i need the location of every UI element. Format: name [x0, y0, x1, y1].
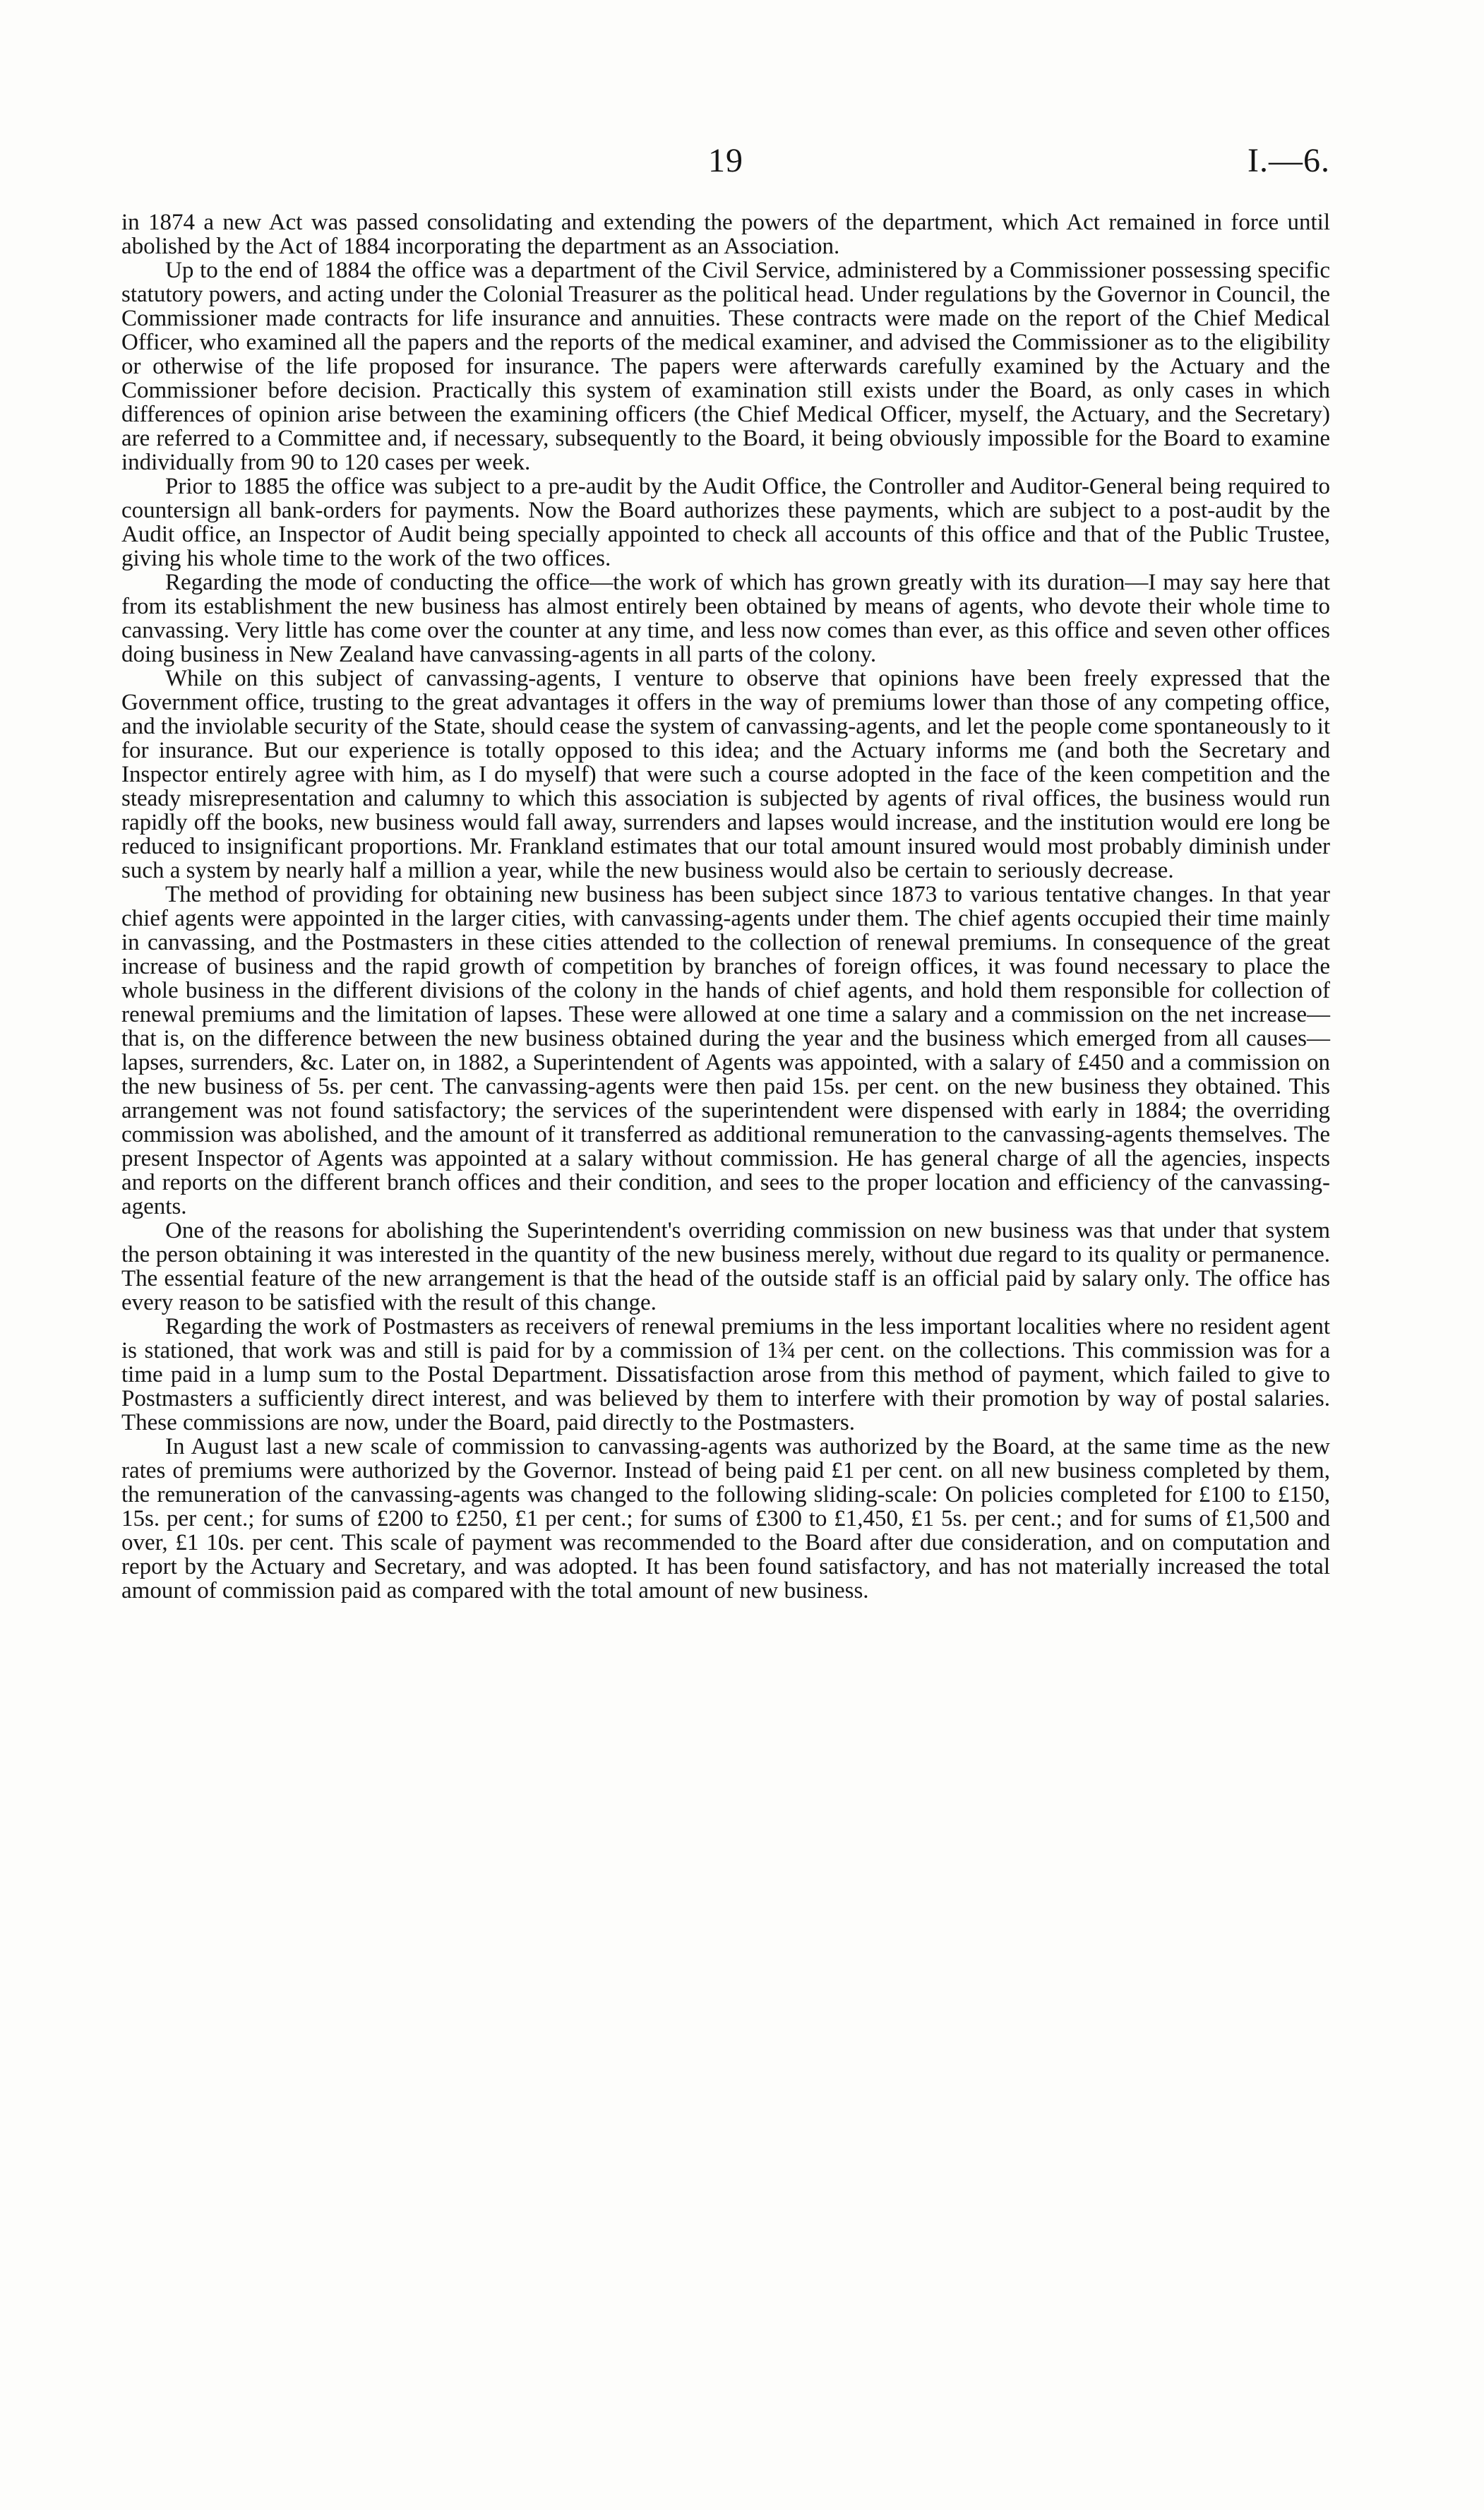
body-text [121, 210, 1330, 1603]
paragraph-postmasters: Regarding the work of Postmasters as receivers of renewal premiums in the less important localities where no resident agent is stationed, that work was and still is paid for by a commission of 1¾ per cent. on the collections. This commission was for a time paid in a lump sum to the Postal Department. Dissatisfaction arose from this method of payment, which failed to give to Postmasters a sufficiently direct interest, and was believed by them to interfere with their promotion by way of postal salaries. These commissions are now, under the Board, paid directly to the Postmasters. [121, 1314, 1330, 1435]
paragraph-office-conduct: Regarding the mode of conducting the office—the work of which has grown greatly with its duration—I may say here that from its establishment the new business has almost entirely been obtained by means of agents, who devote their whole time to canvassing. Very little has come over the counter at any time, and less now comes than ever, as this office and seven other offices doing business in New Zealand have canvassing-agents in all parts of the colony. [121, 570, 1330, 667]
paragraph-new-business-method: The method of providing for obtaining new business has been subject since 1873 to various tentative changes. In that year chief agents were appointed in the larger cities, with canvassing-agents under them. The chief agents occupied their time mainly in canvassing, and the Postmasters in these cities attended to the collection of renewal premiums. In consequence of the great increase of business and the rapid growth of competition by branches of foreign offices, it was found necessary to place the whole business in the different divisions of the colony in the hands of chief agents, and hold them responsible for collection of renewal premiums and the limitation of lapses. These were allowed at one time a salary and a commission on the net increase—that is, on the difference between the new business obtained during the year and the business which emerged from all causes—lapses, surrenders, &c. Later on, in 1882, a Superintendent of Agents was appointed, with a salary of £450 and a commission on the new business of 5s. per cent. The canvassing-agents were then paid 15s. per cent. on the new business they obtained. This arrangement was not found satisfactory; the services of the superintendent were dispensed with early in 1884; the overriding commission was abolished, and the amount of it transferred as additional remuneration to the canvassing-agents themselves. The present Inspector of Agents was appointed at a salary without commission. He has general charge of all the agencies, inspects and reports on the different branch offices and their condition, and sees to the proper location and efficiency of the canvassing-agents. [121, 882, 1330, 1219]
paragraph-act-1874: in 1874 a new Act was passed consolidating and extending the powers of the department, which Act remained in force until abolished by the Act of 1884 incorporating the department as an Association. [121, 210, 1330, 259]
paragraph-canvassing-agents: While on this subject of canvassing-agents, I venture to observe that opinions have been freely expressed that the Government office, trusting to the great advantages it offers in the way of premiums lower than those of any competing office, and the inviolable security of the State, should cease the system of canvassing-agents, and let the people come spontaneously to it for insurance. But our experience is totally opposed to this idea; and the Actuary informs me (and both the Secretary and Inspector entirely agree with him, as I do myself) that were such a course adopted in the face of the keen competition and the steady misrepresentation and calumny to which this association is subjected by agents of rival offices, the business would run rapidly off the books, new business would fall away, surrenders and lapses would increase, and the institution would ere long be reduced to insignificant proportions. Mr. Frankland estimates that our total amount insured would most probably diminish under such a system by nearly half a million a year, while the new business would also be certain to seriously decrease. [121, 666, 1330, 883]
paragraph-sliding-scale: In August last a new scale of commission to canvassing-agents was authorized by the Board, at the same time as the new rates of premiums were authorized by the Governor. Instead of being paid £1 per cent. on all new business completed by them, the remuneration of the canvassing-agents was changed to the following sliding-scale: On policies completed for £100 to £150, 15s. per cent.; for sums of £200 to £250, £1 per cent.; for sums of £300 to £1,450, £1 5s. per cent.; and for sums of £1,500 and over, £1 10s. per cent. This scale of payment was recommended to the Board after due consideration, and on computation and report by the Actuary and Secretary, and was adopted. It has been found satisfactory, and has not materially increased the total amount of commission paid as compared with the total amount of new business. [121, 1434, 1330, 1603]
paragraph-overriding-commission: One of the reasons for abolishing the Superintendent's overriding commission on new business was that under that system the person obtaining it was interested in the quantity of the new business merely, without due regard to its quality or permanence. The essential feature of the new arrangement is that the head of the outside staff is an official paid by salary only. The office has every reason to be satisfied with the result of this change. [121, 1218, 1330, 1315]
page-number: 19 [708, 142, 743, 179]
document-reference: I.—6. [1247, 142, 1330, 179]
paragraph-audit: Prior to 1885 the office was subject to a pre-audit by the Audit Office, the Controller and Auditor-General being required to countersign all bank-orders for payments. Now the Board authorizes these payments, which are subject to a post-audit by the Audit office, an Inspector of Audit being specially appointed to check all accounts of this office and that of the Public Trustee, giving his whole time to the work of the two offices. [121, 474, 1330, 571]
page-header [121, 141, 1330, 191]
paragraph-civil-service: Up to the end of 1884 the office was a department of the Civil Service, administered by a Commissioner possessing specific statutory powers, and acting under the Colonial Treasurer as the political head. Under regulations by the Governor in Council, the Commissioner made contracts for life insurance and annuities. These contracts were made on the report of the Chief Medical Officer, who examined all the papers and the reports of the medical examiner, and advised the Commissioner as to the eligibility or otherwise of the life proposed for insurance. The papers were afterwards carefully examined by the Actuary and the Commissioner before decision. Practically this system of examination still exists under the Board, as only cases in which differences of opinion arise between the examining officers (the Chief Medical Officer, myself, the Actuary, and the Secretary) are referred to a Committee and, if necessary, subsequently to the Board, it being obviously impossible for the Board to examine individually from 90 to 120 cases per week. [121, 258, 1330, 475]
